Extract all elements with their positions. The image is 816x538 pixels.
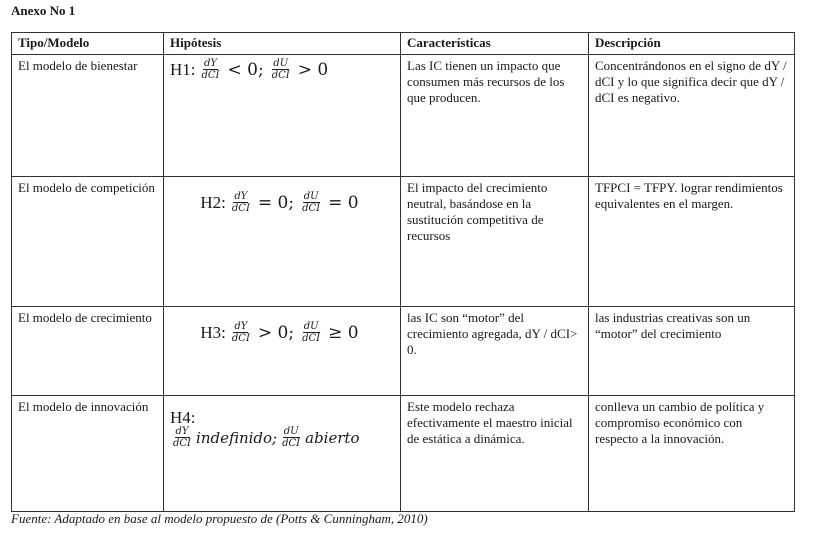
fraction: $\frac{dU}{\text{dCI}}$ [302,321,321,344]
characteristics-cell: las IC son “motor” del crecimiento agregada, dY / dCI> 0. [401,307,589,396]
header-tipo-modelo: Tipo/Modelo [12,33,164,55]
description-cell: conlleva un cambio de política y compromiso económico con respecto a la innovación. [589,396,795,512]
table-row [12,396,795,512]
table-row [12,307,795,396]
model-cell: El modelo de competición [12,177,164,307]
hypothesis-formula [170,321,394,344]
hypothesis-expression [170,426,394,449]
characteristics-cell: Este modelo rechaza efectivamente el maestro inicial de estática a dinámica. [401,396,589,512]
fraction: $\frac{dU}{\text{dCI}}$ [271,58,290,81]
operator: indefinido; [196,428,278,447]
hypothesis-formula [170,191,394,214]
fraction: $\frac{dU}{\text{dCI}}$ [282,426,301,449]
description-cell: Concentrándonos en el signo de dY / dCI y lo que significa decir que dY / dCI es negativo. [589,55,795,177]
source-note: Fuente: Adaptado en base al modelo propuesto de (Potts & Cunningham, 2010) [11,511,428,526]
hypothesis-formula [170,396,394,449]
model-cell: El modelo de crecimiento [12,307,164,396]
hypothesis-label: H2: [200,192,226,212]
table-row [12,177,795,307]
hypothesis-cell [164,396,401,512]
operator: ≥ 0 [328,322,359,343]
characteristics-cell: Las IC tienen un impacto que consumen más recursos de los que producen. [401,55,589,177]
fraction: $\frac{dY}{\text{dCI}}$ [201,58,220,81]
fraction: $\frac{dY}{\text{dCI}}$ [231,191,250,214]
header-descripcion: Descripción [589,33,795,55]
hypothesis-label: H1: [170,59,196,79]
operator: = 0 [328,192,359,213]
operator: abierto [305,428,360,447]
hypothesis-label: H3: [200,322,226,342]
hypothesis-formula [170,58,394,81]
table-row [12,55,795,177]
annex-title: Anexo No 1 [11,3,76,18]
model-cell: El modelo de innovación [12,396,164,512]
operator: = 0; [257,192,295,213]
fraction: $\frac{dU}{\text{dCI}}$ [302,191,321,214]
table-header-row [12,33,795,55]
models-table [11,32,795,512]
model-cell: El modelo de bienestar [12,55,164,177]
hypothesis-cell [164,307,401,396]
hypothesis-label: H4: [170,408,196,427]
description-cell: las industrias creativas son un “motor” del crecimiento [589,307,795,396]
header-hipotesis: Hipótesis [164,33,401,55]
characteristics-cell: El impacto del crecimiento neutral, basándose en la sustitución competitiva de recursos [401,177,589,307]
hypothesis-cell [164,177,401,307]
fraction: $\frac{dY}{\text{dCI}}$ [173,426,192,449]
hypothesis-cell [164,55,401,177]
header-caracteristicas: Características [401,33,589,55]
operator: > 0 [297,59,329,80]
description-cell: TFPCI = TFPY. lograr rendimientos equivalentes en el margen. [589,177,795,307]
fraction: $\frac{dY}{\text{dCI}}$ [231,321,250,344]
operator: > 0; [257,322,295,343]
operator: < 0; [227,59,264,80]
